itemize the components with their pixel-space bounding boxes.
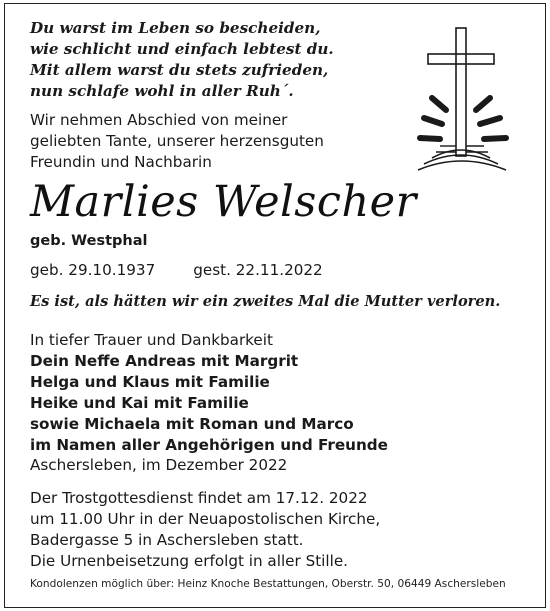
farewell-intro [30, 110, 324, 173]
mourner-name: Helga und Klaus mit Familie [30, 373, 270, 391]
condolence-footer: Kondolenzen möglich über: Heinz Knoche Bestattungen, Oberstr. 50, 06449 Aschersleben [30, 578, 506, 590]
service-line: um 11.00 Uhr in der Neuapostolischen Kirche, [30, 510, 381, 528]
poem-line: Du warst im Leben so bescheiden, [30, 19, 321, 37]
poem-line: nun schlafe wohl in aller Ruh´. [30, 82, 294, 100]
memorial-quote: Es ist, als hätten wir ein zweites Mal die Mutter verloren. [30, 293, 501, 310]
service-line: Badergasse 5 in Aschersleben statt. [30, 531, 304, 549]
service-info [30, 488, 380, 572]
mourners-intro: In tiefer Trauer und Dankbarkeit [30, 331, 273, 349]
mourner-name: sowie Michaela mit Roman und Marco [30, 415, 354, 433]
service-line: Der Trostgottesdienst findet am 17.12. 2022 [30, 489, 368, 507]
birth-date: geb. 29.10.1937 [30, 261, 156, 279]
poem-line: Mit allem warst du stets zufrieden, [30, 61, 329, 79]
deceased-name: Marlies Welscher [30, 177, 417, 227]
mourner-name: Dein Neffe Andreas mit Margrit [30, 352, 299, 370]
life-dates [30, 261, 323, 279]
death-date: gest. 22.11.2022 [193, 261, 323, 279]
poem [30, 18, 334, 102]
cross-with-rising-sun-icon [410, 26, 530, 176]
place-and-date: Aschersleben, im Dezember 2022 [30, 456, 288, 474]
service-line: Die Urnenbeisetzung erfolgt in aller Stille. [30, 552, 349, 570]
poem-line: wie schlicht und einfach lebtest du. [30, 40, 334, 58]
intro-line: Wir nehmen Abschied von meiner [30, 111, 288, 129]
intro-line: Freundin und Nachbarin [30, 153, 212, 171]
mourner-name: Heike und Kai mit Familie [30, 394, 249, 412]
maiden-name: geb. Westphal [30, 233, 148, 249]
intro-line: geliebten Tante, unserer herzensguten [30, 132, 324, 150]
mourner-name: im Namen aller Angehörigen und Freunde [30, 436, 388, 454]
mourners-list [30, 330, 388, 456]
